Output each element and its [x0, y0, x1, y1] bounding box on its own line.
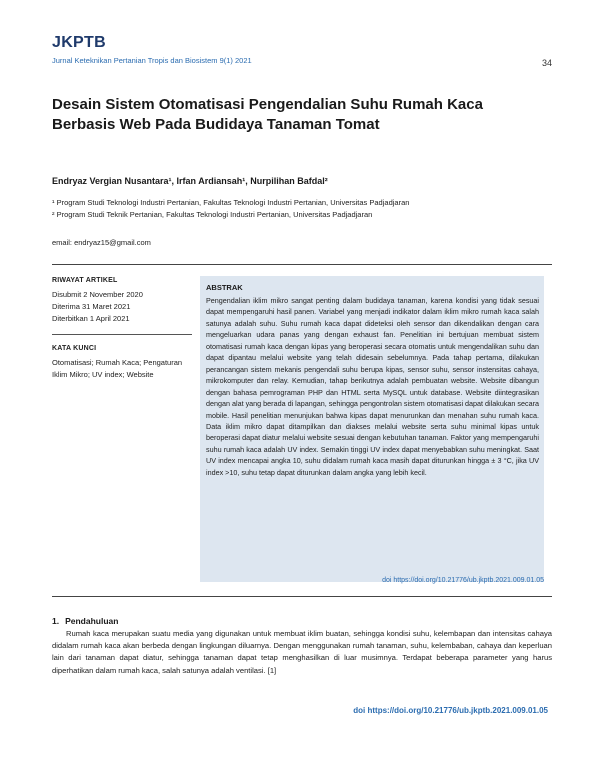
- footer-doi-link[interactable]: doi https://doi.org/10.21776/ub.jkptb.2021.009.01.05: [353, 706, 548, 715]
- abstract-box: [200, 276, 544, 582]
- abstract-heading: ABSTRAK: [206, 283, 243, 292]
- sidebar-divider: [52, 334, 192, 335]
- section-heading: [52, 616, 118, 626]
- section-number: 1.: [52, 616, 60, 626]
- abstract-doi-link[interactable]: doi https://doi.org/10.21776/ub.jkptb.2021.009.01.05: [382, 577, 544, 584]
- article-info-sidebar: [52, 275, 192, 381]
- author-list: Endryaz Vergian Nusantara¹, Irfan Ardiansah¹, Nurpilihan Bafdal²: [52, 176, 328, 186]
- affiliation-1: ¹ Program Studi Teknologi Industri Pertanian, Fakultas Teknologi Industri Pertanian, Universitas Padjadjaran: [52, 198, 410, 207]
- bottom-rule: [52, 596, 552, 597]
- paper-title: Desain Sistem Otomatisasi Pengendalian Suhu Rumah Kaca Berbasis Web Pada Budidaya Tanaman Tomat: [52, 96, 483, 133]
- journal-subtitle: Jurnal Keteknikan Pertanian Tropis dan Biosistem 9(1) 2021: [52, 56, 252, 65]
- article-history-heading: RIWAYAT ARTIKEL: [52, 277, 118, 284]
- corresponding-email: email: endryaz15@gmail.com: [52, 238, 151, 247]
- top-rule: [52, 264, 552, 265]
- abstract-text: Pengendalian iklim mikro sangat penting dalam budidaya tanaman, karena kondisi yang tidak sesuai dapat mempengaruhi hasil panen. Variabel yang menjadi indikator dalam iklim mikro rumah kaca salah satunya adalah suhu. Suhu rumah kaca dapat dideteksi oleh sensor dan dikendalikan dengan cara mengeluarkan udara panas yang dengan exhaust fan. Penelitian ini bertujuan membuat sistem otomatisasi rumah kaca dengan kipas yang beroperasi secara otomatis untuk mengendalikan suhu dan dapat dipantau melalui website yang telah didesain sebelumnya. Pada tahap pertama, dilakukan perancangan sistem mekanis pengendali suhu berupa kipas, sensor suhu, sensor instensitas cahaya, mikrokomputer dan relay. Kemudian, tahap berikutnya adalah pembuatan website. Website dibangun dengan bahasa pemrograman PHP dan HTML serta MySQL untuk database. Website diintegrasikan dengan alat yang berada di lapangan, sehingga pengontrolan sistem otomatisasi dapat dilakukan secara mobile. Hasil penelitian menunjukan bahwa kipas dapat menurunkan dan menahan suhu rumah kaca. Data iklim mikro dapat ditampilkan dan diakses melalui website serta suhu minimal kipas untuk beroperasi dapat diatur melalui website sesuai dengan kebutuhan tanaman. Faktor yang mempengaruhi suhu rumah kaca adalah UV index. Semakin tinggi UV index dapat menyebabkan suhu meningkat. Saat UV index mencapai angka 10, suhu didalam rumah kaca masih dapat diturunkan hingga ± 3 °C, jika UV index >10, suhu tetap dapat diturunkan dalam angka yang lebih kecil.: [206, 296, 539, 477]
- accepted-date: Diterima 31 Maret 2021: [52, 302, 131, 311]
- journal-header: [52, 34, 552, 68]
- introduction-paragraph: Rumah kaca merupakan suatu media yang digunakan untuk membuat iklim buatan, sehingga kondisi suhu, kelembapan dan intensitas cahaya didalam rumah kaca akan berbeda dengan lingkungan diluarnya. Dengan menggunakan rumah tanaman, suhu, kelembaban, cahaya dan keperluan lain dari tanaman dapat diatur, sehingga tanaman dapat tetap menghasilkan di luar musimnya. Terdapat beberapa parameter yang harus diperhatikan dalam rumah kaca, salah satunya adalah ventilasi. [1]: [52, 629, 552, 675]
- page-number: 34: [541, 58, 552, 68]
- keywords-text: Otomatisasi; Rumah Kaca; Pengaturan Iklim Mikro; UV index; Website: [52, 358, 183, 379]
- journal-name: JKPTB: [52, 34, 106, 51]
- published-date: Diterbitkan 1 April 2021: [52, 314, 130, 323]
- submitted-date: Disubmit 2 November 2020: [52, 290, 143, 299]
- affiliation-2: ² Program Studi Teknik Pertanian, Fakultas Teknologi Industri Pertanian, Universitas Padjadjaran: [52, 210, 373, 219]
- section-title: Pendahuluan: [65, 616, 119, 626]
- keywords-heading: KATA KUNCI: [52, 345, 97, 352]
